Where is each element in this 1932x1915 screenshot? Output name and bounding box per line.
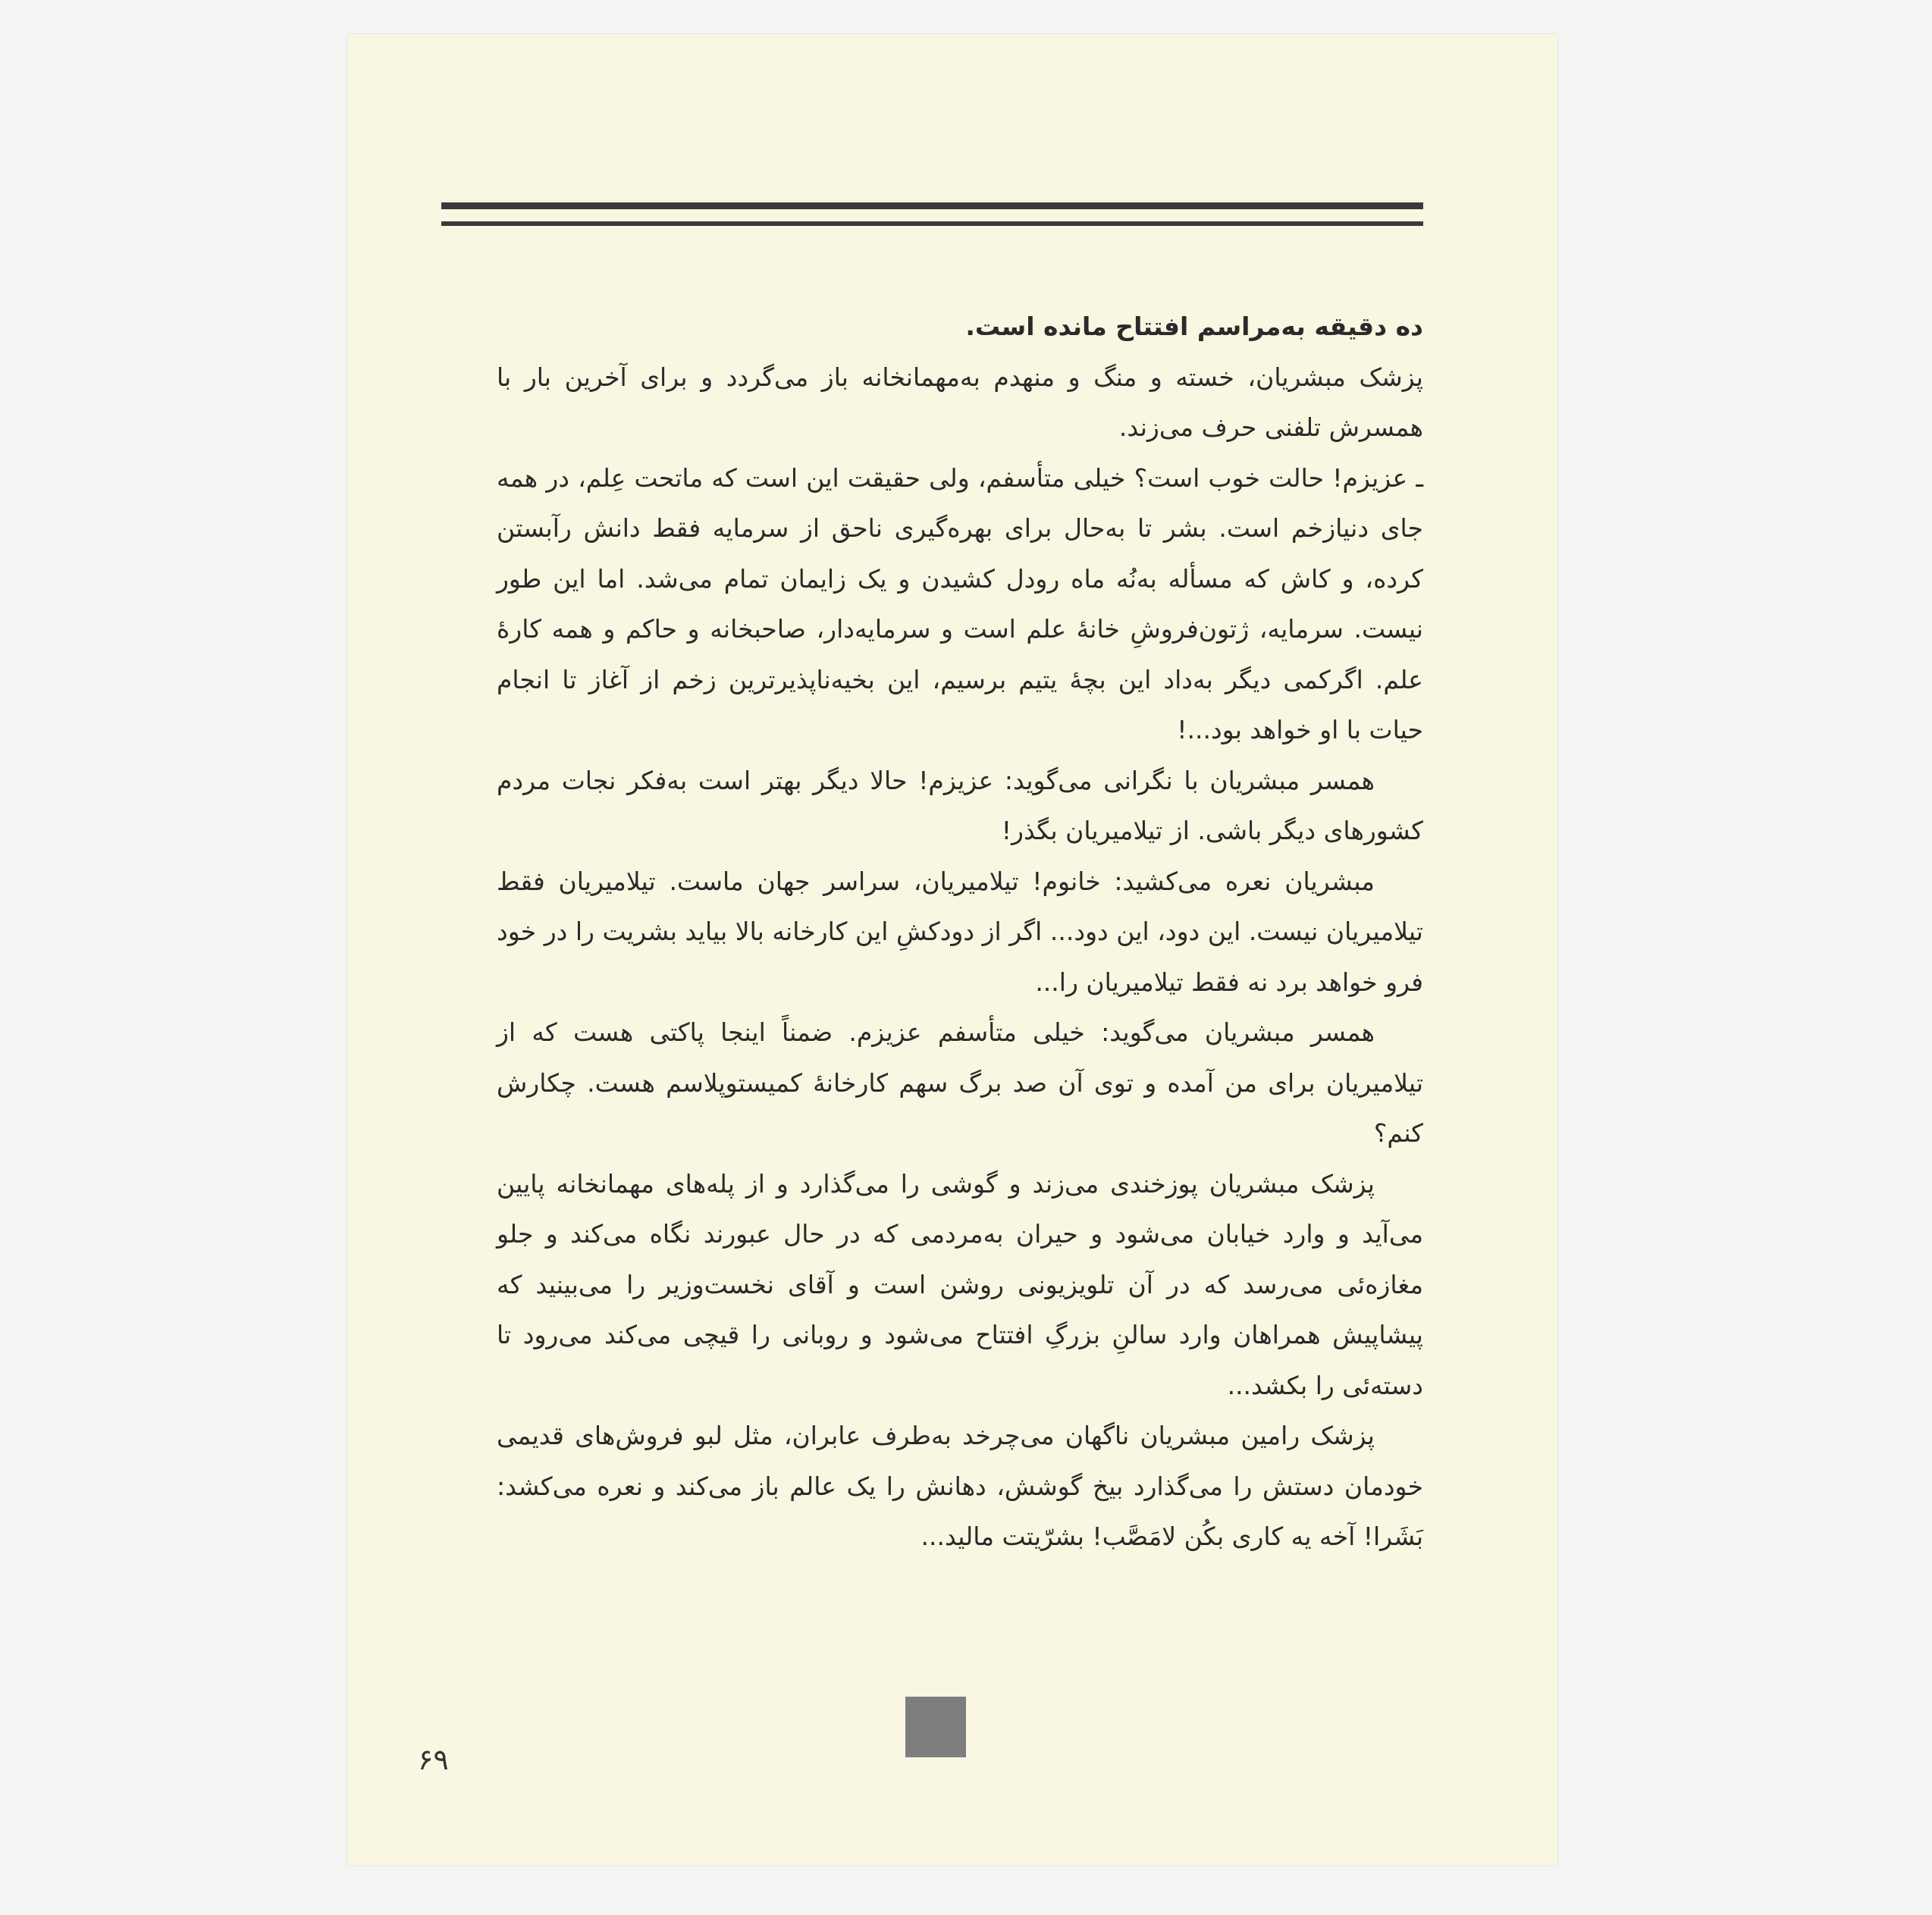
book-page	[348, 34, 1557, 1865]
header-rule-top	[441, 202, 1423, 209]
paragraph: همسر مبشریان می‌گوید: خیلی متأسفم عزیزم. ضمناً اینجا پاکتی هست که از تیلامیریان برای من آمده و توی آن صد برگ سهم کارخانهٔ کمیستوپلاسم هست. چکارش کنم؟	[497, 1017, 1423, 1148]
paragraph: پزشک رامین مبشریان ناگهان می‌چرخد به‌طرف عابران، مثل لبو فروش‌های قدیمی خودمان دستش را می‌گذارد بیخ گوشش، دهانش را یک عالم باز می‌کند و نعره می‌کشد: بَشَرا! آخه یه کاری بکُن لامَصَّب! بشرّیتت مالید...	[497, 1421, 1423, 1551]
header-rule-bottom	[441, 221, 1423, 226]
paragraph: پزشک مبشریان، خسته و منگ و منهدم به‌مهمانخانه باز می‌گردد و برای آخرین بار با همسرش تلفنی حرف می‌زند.	[497, 362, 1423, 442]
page-number: ۶۹	[418, 1743, 449, 1776]
footer-ornament	[905, 1697, 966, 1757]
paragraph: همسر مبشریان با نگرانی می‌گوید: عزیزم! حالا دیگر بهتر است به‌فکر نجات مردم کشورهای دیگر باشی. از تیلامیریان بگذر!	[497, 765, 1423, 845]
paragraph: ـ عزیزم! حالت خوب است؟ خیلی متأسفم، ولی حقیقت این است که ماتحت عِلم، در همه جای دنیازخم است. بشر تا به‌حال برای بهره‌گیری ناحق از سرمایه فقط دانش رآبستن کرده، و کاش که مسأله به‌نُه ماه رودل کشیدن و یک زایمان تمام می‌شد. اما این طور نیست. سرمایه، ژتون‌فروشِ خانهٔ علم است و سرمایه‌دار، صاحبخانه و حاکم و همه کارهٔ علم. اگرکمی دیگر به‌داد این بچهٔ یتیم برسیم، این بخیه‌ناپذیرترین زخم از آغاز تا انجام حیات با او خواهد بود...!	[497, 462, 1423, 744]
opening-line: ده دقیقه به‌مراسم افتتاح مانده است.	[965, 312, 1423, 341]
paragraph: مبشریان نعره می‌کشید: خانوم! تیلامیریان، سراسر جهان ماست. تیلامیریان فقط تیلامیریان نیست. این دود، این دود... اگر از دودکشِ این کارخانه بالا بیاید بشریت را در خود فرو خواهد برد نه فقط تیلامیریان را...	[497, 866, 1423, 997]
body-text	[497, 302, 1423, 1562]
paragraph: پزشک مبشریان پوزخندی می‌زند و گوشی را می‌گذارد و از پله‌های مهمانخانه پایین می‌آید و وارد خیابان می‌شود و حیران به‌مردمی که در حال عبورند نگاه می‌کند و جلو مغازه‌ئی می‌رسد که در آن تلویزیونی روشن است و آقای نخست‌وزیر را می‌بینید که پیشاپیش همراهان وارد سالنِ بزرگِ افتتاح می‌شود و روبانی را قیچی می‌کند می‌رود تا دسته‌ئی را بکشد...	[497, 1168, 1423, 1400]
